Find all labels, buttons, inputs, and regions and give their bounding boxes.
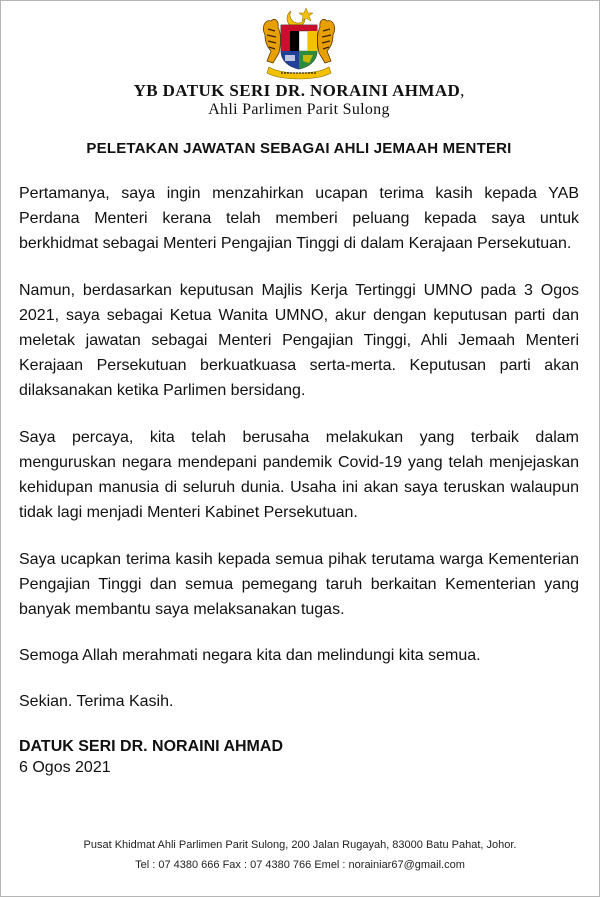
paragraph-5: Semoga Allah merahmati negara kita dan melindungi kita semua. [19,647,481,664]
footer-address: Pusat Khidmat Ahli Parlimen Parit Sulong, 200 Jalan Rugayah, 83000 Batu Pahat, Johor. [83,839,517,851]
malaysia-coat-of-arms-icon [251,5,347,81]
sender-name-suffix: , [460,81,465,100]
paragraph-2: Namun, berdasarkan keputusan Majlis Kerja Tertinggi UMNO pada 3 Ogos 2021, saya sebagai Ketua Wanita UMNO, akur dengan keputusan parti dan meletak jawatan sebagai Menteri Pengajian Tinggi, Ahli Jemaah Menteri Kerajaan Persekutuan berkuatkuasa serta-merta. Keputusan parti akan dilaksanakan ketika Parlimen bersidang. [19,282,579,399]
sender-title: Ahli Parlimen Parit Sulong [208,101,390,118]
paragraph-3: Saya percaya, kita telah berusaha melakukan yang terbaik dalam menguruskan negara mendepani pandemik Covid-19 yang telah menjejaskan kehidupan manusia di seluruh dunia. Usaha ini akan saya teruskan walaupun tidak lagi menjadi Menteri Kabinet Persekutuan. [19,429,579,521]
signature-name: DATUK SERI DR. NORAINI AHMAD [19,738,283,755]
sender-name: YB DATUK SERI DR. NORAINI AHMAD [133,81,461,100]
signature-date: 6 Ogos 2021 [19,759,111,776]
statement-title: PELETAKAN JAWATAN SEBAGAI AHLI JEMAAH MENTERI [86,140,512,157]
paragraph-4: Saya ucapkan terima kasih kepada semua pihak terutama warga Kementerian Pengajian Tinggi dan semua pemegang taruh berkaitan Kementerian yang banyak membantu saya melaksanakan tugas. [19,551,579,618]
footer-contact: Tel : 07 4380 666 Fax : 07 4380 766 Emel : norainiar67@gmail.com [135,859,465,871]
letter-header-name [19,81,579,100]
paragraph-1: Pertamanya, saya ingin menzahirkan ucapan terima kasih kepada YAB Perdana Menteri kerana telah memberi peluang kepada saya untuk berkhidmat sebagai Menteri Pengajian Tinggi di dalam Kerajaan Persekutuan. [19,185,579,252]
paragraph-6: Sekian. Terima Kasih. [19,693,174,710]
